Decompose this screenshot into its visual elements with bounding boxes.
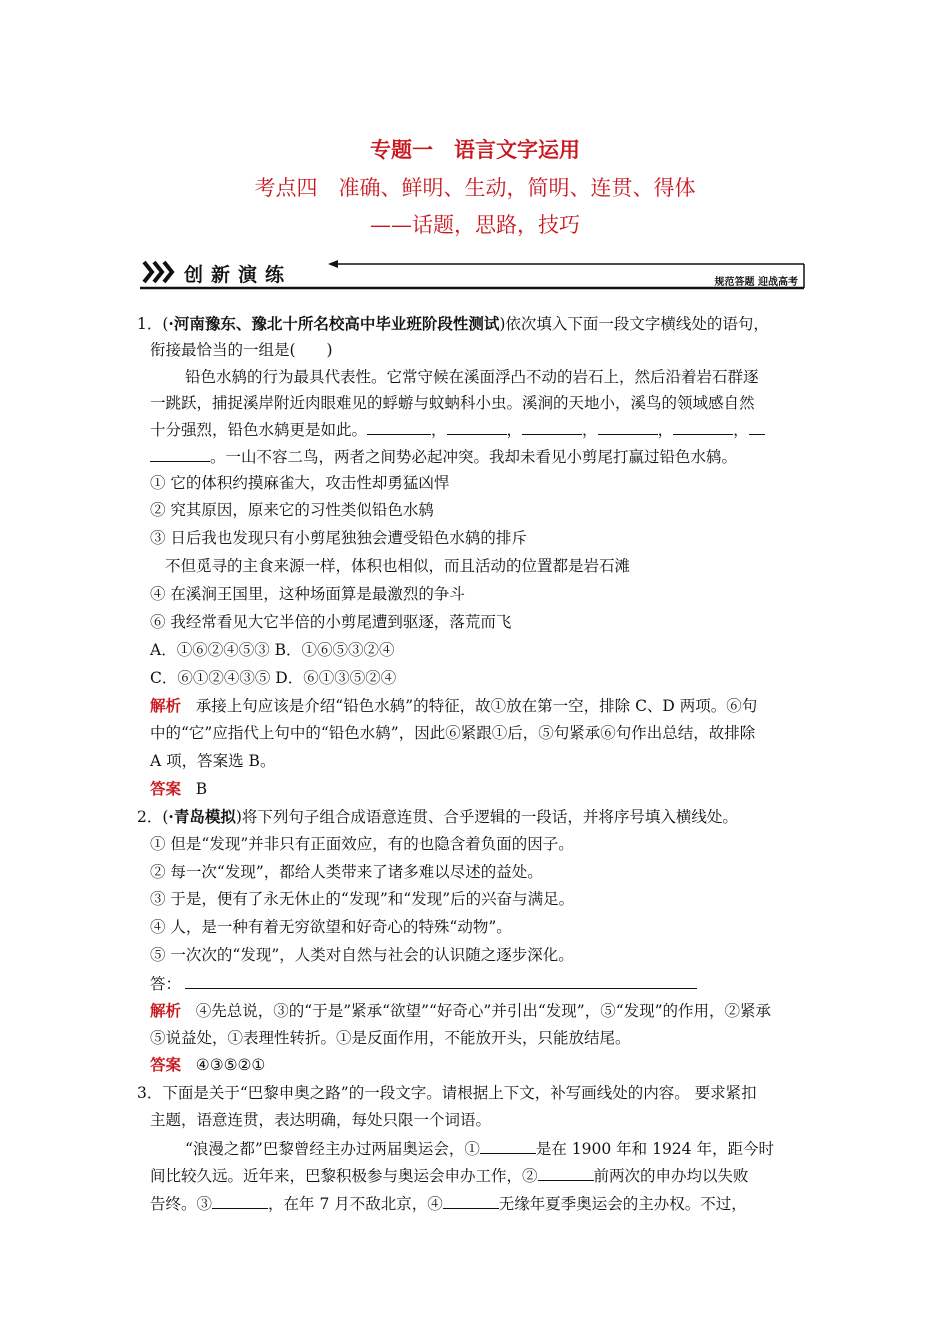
q1-passage-line: 铅色水鸫的行为最具代表性。它常守候在溪面浮凸不动的岩石上，然后沿着岩石群逐 xyxy=(185,368,759,386)
q1-analysis: 解析 承接上句应该是介绍“铅色水鸫”的特征，故①放在第一空，排除 C、D 两项。⑥句 xyxy=(150,696,758,715)
banner-label: 创新演练 xyxy=(184,264,293,286)
q2-analysis-line: ⑤说益处，①表理性转折。①是反面作用，不能放开头，只能放结尾。 xyxy=(150,1029,631,1047)
q1-passage-line: 一跳跃，捕捉溪岸附近肉眼难见的蜉蝣与蚊蚋科小虫。溪涧的天地小，溪鸟的领域感自然 xyxy=(150,394,755,412)
chevron-right-icon xyxy=(142,259,178,285)
q2-answer: 答案 ④③⑤②① xyxy=(150,1055,266,1074)
q1-passage-line: 。一山不容二鸟，两者之间势必起冲突。我却未看见小剪尾打赢过铅色水鸫。 xyxy=(150,445,737,468)
blank-line[interactable] xyxy=(443,1192,499,1209)
blank-line xyxy=(150,445,210,462)
q3-stem-2: 主题，语意连贯，表达明确，每处只限一个词语。 xyxy=(150,1111,492,1129)
q1-option: ① 它的体积约摸麻雀大，攻击性却勇猛凶悍 xyxy=(150,474,450,492)
q2-answer-line: 答： xyxy=(150,972,697,995)
blank-line xyxy=(749,418,765,435)
blank-line xyxy=(447,418,507,435)
page-title: 专题一 语言文字运用 xyxy=(370,137,580,162)
q2-sentence: ⑤ 一次次的“发现”，人类对自然与社会的认识随之逐步深化。 xyxy=(150,946,574,964)
blank-line xyxy=(598,418,658,435)
banner-slogan: 规范答题 迎战高考 xyxy=(714,277,798,288)
blank-line xyxy=(522,418,582,435)
q2-sentence: ① 但是“发现”并非只有正面效应，有的也隐含着负面的因子。 xyxy=(150,835,574,853)
q1-passage-line: 十分强烈，铅色水鸫更是如此。 ， ， ， ， ， xyxy=(150,418,765,441)
q1-option: 不但觅寻的主食来源一样，体积也相似，而且活动的位置都是岩石滩 xyxy=(165,557,631,575)
q1-stem-2: 衔接最恰当的一组是( ) xyxy=(150,341,333,359)
q1-analysis-line: A 项，答案选 B。 xyxy=(150,752,276,770)
section-subtitle: 考点四 准确、鲜明、生动，简明、连贯、得体 xyxy=(254,176,696,200)
q1-stem: 1．(·河南豫东、豫北十所名校高中毕业班阶段性测试)依次填入下面一段文字横线处的语句， xyxy=(137,314,769,333)
q1-choices: C．⑥①②④③⑤ D．⑥①③⑤②④ xyxy=(150,669,397,687)
q3-passage-line: 间比较久远。近年来，巴黎积极参与奥运会申办工作，② 前两次的申办均以失败 xyxy=(150,1164,749,1187)
q1-option: ③ 日后我也发现只有小剪尾独独会遭受铅色水鸫的排斥 xyxy=(150,529,527,547)
q3-passage-line: 告终。③ ，在年 7 月不敌北京，④ 无缘年夏季奥运会的主办权。不过， xyxy=(150,1192,747,1215)
blank-line xyxy=(367,418,431,435)
q1-option: ② 究其原因，原来它的习性类似铅色水鸫 xyxy=(150,501,434,519)
q1-analysis-line: 中的“它”应指代上句中的“铅色水鸫”，因此⑥紧跟①后，⑤句紧承⑥句作出总结，故排除 xyxy=(150,724,756,742)
blank-line[interactable] xyxy=(212,1192,268,1209)
section-banner xyxy=(140,256,812,290)
q1-choices: A．①⑥②④⑤③ B．①⑥⑤③②④ xyxy=(150,641,395,659)
q1-option: ④ 在溪涧王国里，这种场面算是最激烈的争斗 xyxy=(150,585,465,603)
blank-line[interactable] xyxy=(480,1137,536,1154)
q2-sentence: ④ 人，是一种有着无穷欲望和好奇心的特殊“动物”。 xyxy=(150,918,512,936)
q1-option: ⑥ 我经常看见大它半倍的小剪尾遭到驱逐，落荒而飞 xyxy=(150,613,512,631)
answer-label: 答案 xyxy=(150,1055,182,1074)
analysis-label: 解析 xyxy=(150,696,182,715)
analysis-label: 解析 xyxy=(150,1001,182,1020)
q2-analysis: 解析 ④先总说，③的“于是”紧承“欲望”“好奇心”并引出“发现”，⑤“发现”的作用，②紧承 xyxy=(150,1001,772,1020)
answer-blank[interactable] xyxy=(185,972,697,989)
section-subtitle-2: ——话题，思路，技巧 xyxy=(370,213,580,237)
q1-answer: 答案 B xyxy=(150,779,208,798)
q3-stem: 3．下面是关于“巴黎申奥之路”的一段文字。请根据上下文，补写画线处的内容。 要求紧扣 xyxy=(137,1084,757,1102)
blank-line xyxy=(673,418,733,435)
answer-label: 答案 xyxy=(150,779,182,798)
q2-sentence: ② 每一次“发现”，都给人类带来了诸多难以尽述的益处。 xyxy=(150,863,543,881)
q2-sentence: ③ 于是，便有了永无休止的“发现”和“发现”后的兴奋与满足。 xyxy=(150,890,575,908)
q3-passage-line: “浪漫之都”巴黎曾经主办过两届奥运会，① 是在 1900 年和 1924 年，距今时 xyxy=(185,1137,774,1160)
q2-stem: 2．(·青岛模拟)将下列句子组合成语意连贯、合乎逻辑的一段话，并将序号填入横线处。 xyxy=(137,807,738,826)
blank-line[interactable] xyxy=(538,1164,594,1181)
